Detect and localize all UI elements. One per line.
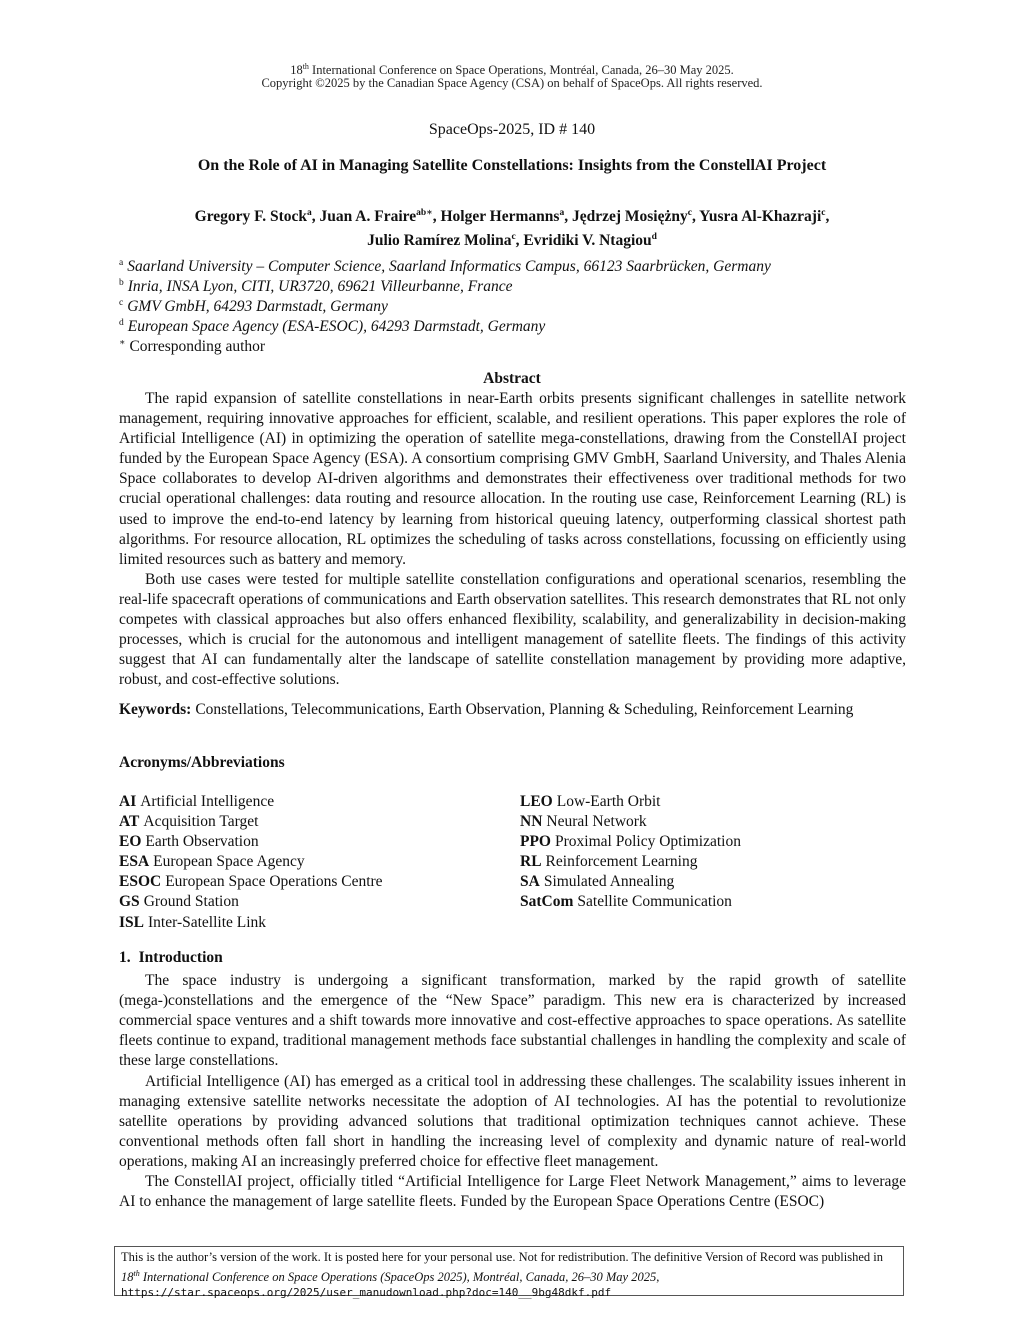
acronym-row: ISL Inter-Satellite Link	[119, 913, 267, 931]
affiliation: $^b$ Inria, INSA Lyon, CITI, UR3720, 69621 Villeurbanne, France	[119, 278, 513, 296]
affiliation: $^a$ Saarland University – Computer Science, Saarland Informatics Campus, 66123 Saarbrücken, Germany	[119, 258, 771, 276]
acronym-list-left	[119, 792, 383, 933]
acronym-row: PPO Proximal Policy Optimization	[520, 833, 741, 851]
acronym-row: AT Acquisition Target	[119, 813, 259, 831]
acronyms-heading: Acronyms/Abbreviations	[119, 754, 285, 771]
conference-line: 18th International Conference on Space Operations, Montréal, Canada, 26–30 May 2025.	[290, 62, 734, 78]
acronym-row: AI Artificial Intelligence	[119, 793, 275, 810]
acronym-row: RL Reinforcement Learning	[520, 853, 698, 871]
version-notice-box: This is the author’s version of the work. It is posted here for your personal use. Not for redistribution. The definitive Version of Record was published in 18th International Conference on Space Operations (SpaceOps 2025), Montréal, Canada, 26–30 May 2025, https://star.spaceops.org/2025/user_manudownload.php?doc=140__9bg48dkf.pdf	[114, 1246, 904, 1296]
acronym-row: SatCom Satellite Communication	[520, 893, 732, 911]
affiliation: $^c$ GMV GmbH, 64293 Darmstadt, Germany	[119, 298, 388, 316]
acronym-row: NN Neural Network	[520, 813, 647, 831]
corresponding-author-note: ∗ Corresponding author	[119, 338, 266, 356]
paper-title: On the Role of AI in Managing Satellite Constellations: Insights from the ConstellAI Project	[197, 157, 827, 174]
acronym-row: SA Simulated Annealing	[520, 873, 675, 891]
paper-id: SpaceOps-2025, ID # 140	[428, 121, 596, 138]
author-line-2: Julio Ramírez Molina$^c$, Evridiki V. Ntagiou$^d$	[367, 232, 657, 250]
abstract-heading: Abstract	[483, 370, 541, 387]
acronym-row: ESOC European Space Operations Centre	[119, 873, 383, 891]
intro-paragraph: The space industry is undergoing a significant transformation, marked by the rapid growth of satellite (mega-)constellations and the emergence of the “New Space” paradigm. This new era is characterized by increased commercial space ventures and a shift towards more innovative and cost-effective approaches to space operations. As satellite fleets continue to expand, traditional management methods face substantial challenges in handling the complexity and scale of these large constellations.	[119, 972, 906, 1070]
acronym-row: GS Ground Station	[119, 893, 239, 911]
acronym-list-right	[520, 792, 741, 913]
venue-name: 18th International Conference on Space Operations (SpaceOps 2025), Montréal, Canada, 26–30 May 2025	[121, 1268, 657, 1284]
copyright-line: Copyright ©2025 by the Canadian Space Agency (CSA) on behalf of SpaceOps. All rights reserved.	[261, 76, 763, 90]
keywords: Keywords: Constellations, Telecommunications, Earth Observation, Planning & Scheduling, Reinforcement Learning	[119, 701, 854, 718]
intro-paragraph: Artificial Intelligence (AI) has emerged as a critical tool in addressing these challenges. The scalability issues inherent in managing extensive satellite networks necessitate the adoption of AI technologies. AI has the potential to revolutionize satellite operations by providing advanced solutions that traditional optimization techniques cannot achieve. These conventional methods often fall short in handling the increasing level of complexity and dynamic nature of real-world operations, making AI an increasingly preferred choice for effective fleet management.	[119, 1073, 906, 1171]
acronym-row: LEO Low-Earth Orbit	[520, 793, 661, 810]
acronym-row: ESA European Space Agency	[119, 853, 305, 871]
abstract-paragraph: Both use cases were tested for multiple satellite constellation configurations and operational scenarios, resembling the real-life spacecraft operations of communications and Earth observation satellites. This research demonstrates that RL not only competes with classical approaches but also offers enhanced flexibility, scalability, and generalizability in decision-making processes, which is crucial for the autonomous and intelligent management of satellite fleets. The findings of this activity suggest that AI can fundamentally alter the landscape of satellite constellation management by providing more adaptive, robust, and cost-effective solutions.	[119, 571, 906, 689]
version-url-link[interactable]: https://star.spaceops.org/2025/user_manudownload.php?doc=140__9bg48dkf.pdf	[121, 1286, 612, 1300]
abstract-paragraph: The rapid expansion of satellite constellations in near-Earth orbits presents significant challenges in satellite network management, requiring innovative approaches for efficient, scalable, and resilient operations. This paper explores the role of Artificial Intelligence (AI) in optimizing the operation of satellite mega-constellations, drawing from the ConstellAI project funded by the European Space Agency (ESA). A consortium comprising GMV GmbH, Saarland University, and Thales Alenia Space collaborates to develop AI-driven algorithms and demonstrates their effectiveness over traditional methods for two crucial operational challenges: data routing and resource allocation. In the routing use case, Reinforcement Learning (RL) is used to improve the end-to-end latency by learning from historical queuing latency, outperforming classical shortest path algorithms. For resource allocation, RL optimizes the scheduling of tasks across constellations, focussing on efficiently using limited resources such as battery and memory.	[119, 390, 906, 568]
intro-paragraph: The ConstellAI project, officially titled “Artificial Intelligence for Large Fleet Network Management,” aims to leverage AI to enhance the management of large satellite fleets. Funded by the European Space Operations Centre (ESOC)	[119, 1173, 906, 1211]
author-list	[0, 203, 1024, 251]
author-line-1: Gregory F. Stock$^a$, Juan A. Fraire$^{ab∗}$, Holger Hermanns$^a$, Jędrzej Mosiężny$^c$, Yusra Al-Khazraji$^c$,	[194, 208, 830, 226]
acronym-row: EO Earth Observation	[119, 833, 259, 851]
affiliation: $^d$ European Space Agency (ESA-ESOC), 64293 Darmstadt, Germany	[119, 318, 546, 336]
section-heading-introduction: 1. Introduction	[119, 949, 223, 966]
